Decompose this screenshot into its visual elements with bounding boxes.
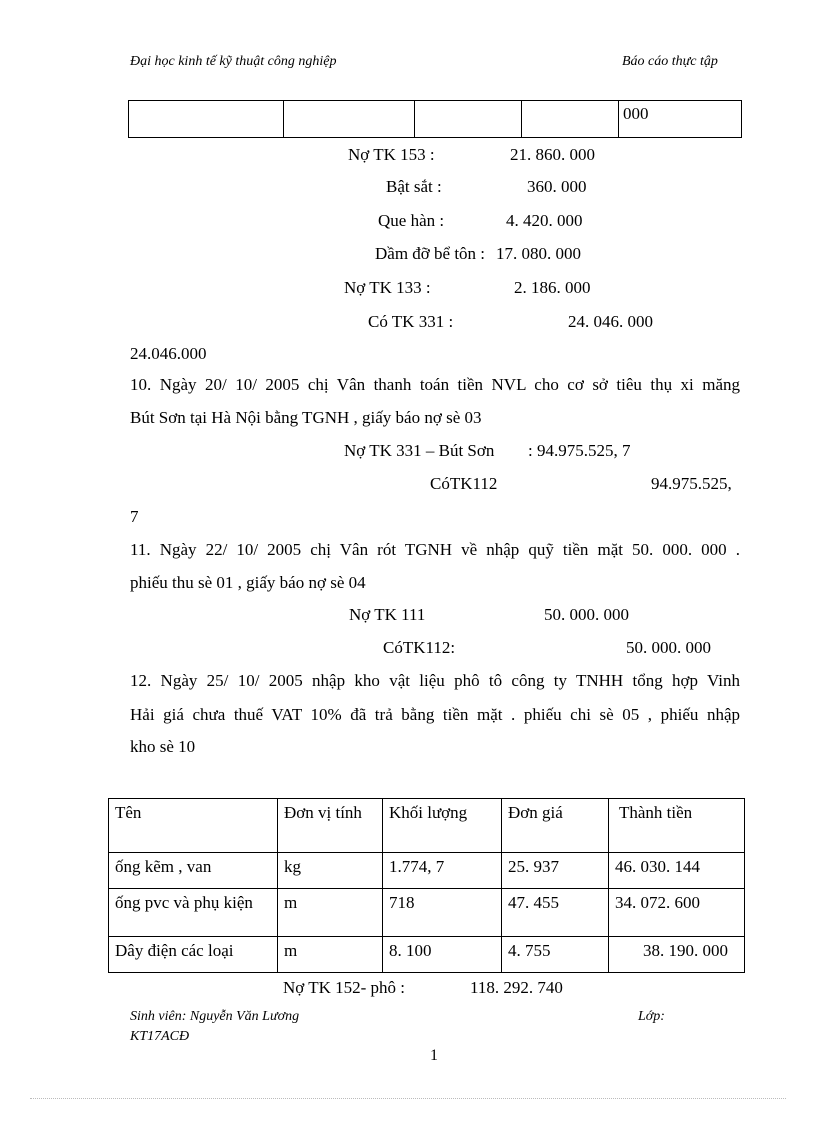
footer-student: Sinh viên: Nguyễn Văn Lương [130,1009,300,1024]
table-row [109,853,745,889]
page-number: 1 [430,1047,438,1064]
table-cell: ống pvc và phụ kiện [109,889,278,937]
header-right: Báo cáo thực tập [622,54,718,69]
table-cell: m [278,889,383,937]
top-table-cell [284,101,415,138]
p10-co-label: CóTK112 [430,474,498,493]
table-cell: m [278,937,383,973]
table-cell: 38. 190. 000 [609,937,745,973]
p10-co-wrap: 7 [130,507,139,526]
material-table [108,798,745,973]
p10-line1: 10. Ngày 20/ 10/ 2005 chị Vân thanh toán tiền NVL cho cơ sở tiêu thụ xi măng [130,375,740,394]
footer-class-label: Lớp: [638,1009,665,1024]
entry-no-152-label: Nợ TK 152- phô : [283,978,406,997]
table-header-cell: Đơn giá [502,799,609,853]
top-table-cell [415,101,522,138]
table-cell: Dây điện các loại [109,937,278,973]
header-left: Đại học kinh tế kỹ thuật công nghiệp [130,54,337,69]
page-bottom-divider [30,1098,786,1099]
entry-batsat-label: Bật sắt : [386,177,442,196]
footer-class-value: KT17ACĐ [130,1029,190,1044]
table-cell: 718 [383,889,502,937]
entry-co-331-label: Có TK 331 : [368,312,454,331]
p10-no-label: Nợ TK 331 – Bút Sơn [344,441,495,460]
entry-total: 24.046.000 [130,344,207,363]
entry-no-153-value: 21. 860. 000 [510,145,595,164]
top-table-cell-value: 000 [619,101,742,138]
entry-no-133-value: 2. 186. 000 [514,278,591,297]
table-header-cell: Tên [109,799,278,853]
entry-no-133-label: Nợ TK 133 : [344,278,431,297]
p12-line1: 12. Ngày 25/ 10/ 2005 nhập kho vật liệu phô tô công ty TNHH tổng hợp Vinh [130,671,740,690]
entry-quehan-label: Que hàn : [378,211,445,230]
p11-no-value: 50. 000. 000 [544,605,629,624]
table-row [109,937,745,973]
entry-no-152-value: 118. 292. 740 [470,978,563,997]
entry-damdo-value: 17. 080. 000 [496,244,581,263]
table-header-cell: Thành tiền [609,799,745,853]
table-cell: ống kẽm , van [109,853,278,889]
table-header-cell: Đơn vị tính [278,799,383,853]
entry-damdo-label: Dầm đỡ bể tôn : [375,244,486,263]
table-cell: 25. 937 [502,853,609,889]
table-cell: 47. 455 [502,889,609,937]
p11-co-label: CóTK112: [383,638,456,657]
top-table [128,100,742,138]
entry-batsat-value: 360. 000 [527,177,587,196]
p11-co-value: 50. 000. 000 [626,638,711,657]
table-cell: 1.774, 7 [383,853,502,889]
p11-line1: 11. Ngày 22/ 10/ 2005 chị Vân rót TGNH về nhập quỹ tiền mặt 50. 000. 000 . [130,540,740,559]
top-table-cell [129,101,284,138]
table-cell: 34. 072. 600 [609,889,745,937]
p10-line2: Bút Sơn tại Hà Nội bằng TGNH , giấy báo nợ sè 03 [130,408,482,427]
p11-line2: phiếu thu sè 01 , giấy báo nợ sè 04 [130,573,366,592]
table-cell: 4. 755 [502,937,609,973]
p10-co-value: 94.975.525, [651,474,732,493]
p10-no-value: : 94.975.525, 7 [528,441,631,460]
entry-quehan-value: 4. 420. 000 [506,211,583,230]
table-header-row [109,799,745,853]
table-cell: kg [278,853,383,889]
p11-no-label: Nợ TK 111 [349,605,426,624]
top-table-cell [522,101,619,138]
p12-line3: kho sè 10 [130,737,196,756]
entry-no-153-label: Nợ TK 153 : [348,145,435,164]
table-row [109,889,745,937]
table-cell: 8. 100 [383,937,502,973]
p12-line2: Hải giá chưa thuế VAT 10% đã trả bằng tiền mặt . phiếu chi sè 05 , phiếu nhập [130,705,740,724]
entry-co-331-value: 24. 046. 000 [568,312,653,331]
table-cell: 46. 030. 144 [609,853,745,889]
table-header-cell: Khối lượng [383,799,502,853]
